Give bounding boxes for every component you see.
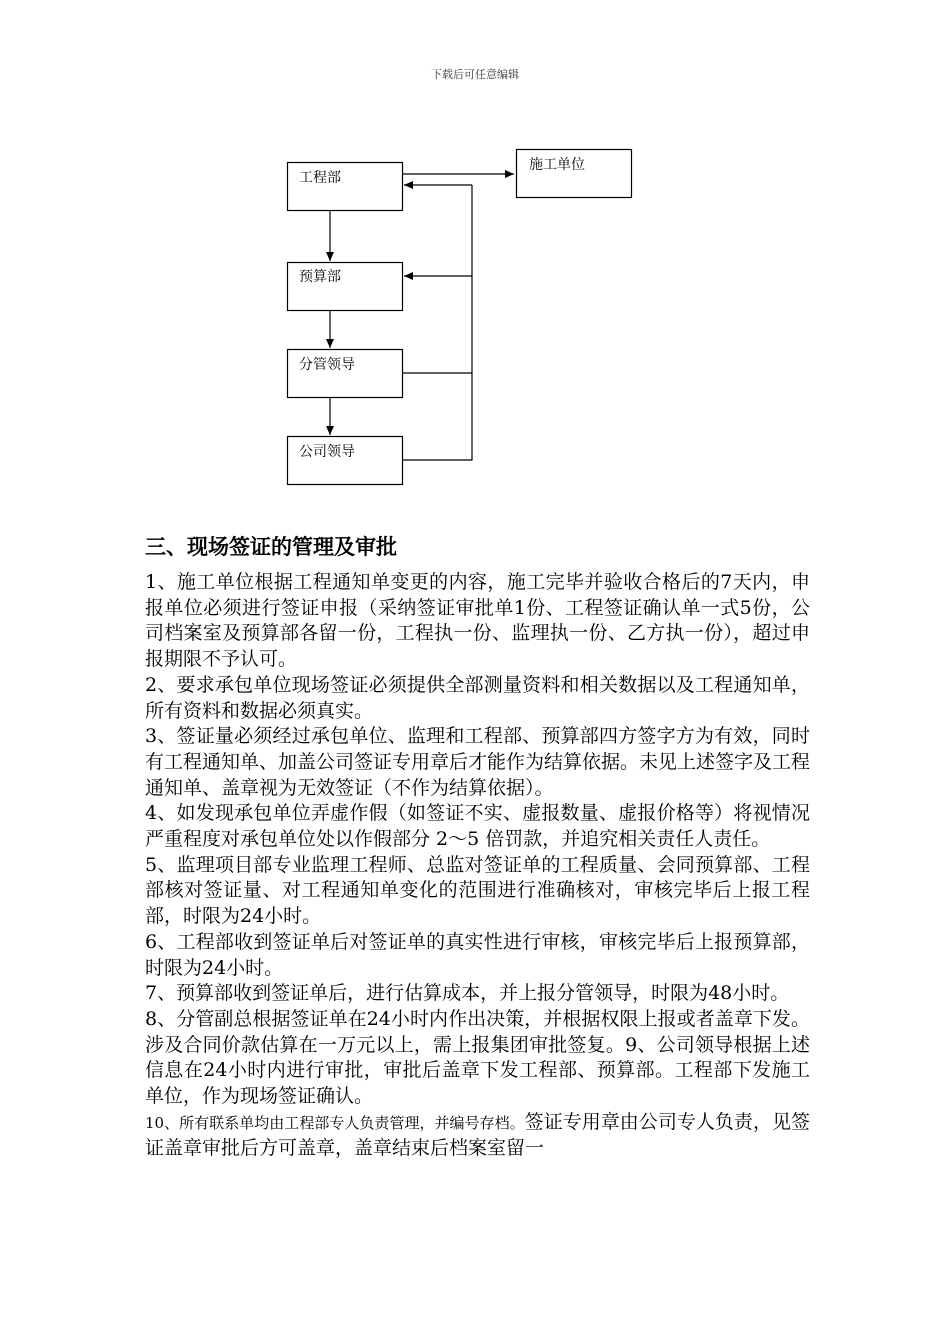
label-company: 公司领导	[299, 444, 355, 460]
paragraph-7: 7、预算部收到签证单后，进行估算成本，并上报分管领导，时限为48小时。	[145, 982, 790, 1005]
page-header: 下载后可任意编辑	[431, 68, 519, 81]
label-engineering: 工程部	[299, 170, 341, 186]
paragraph-4: 4、如发现承包单位弄虚作假（如签证不实、虚报数量、虚报价格等）将视情况严重程度对承包单位处以作假部分 2～5 倍罚款，并追究相关责任人责任。	[145, 802, 810, 851]
paragraph-1: 1、施工单位根据工程通知单变更的内容，施工完毕并验收合格后的7天内，申报单位必须进行签证申报（采纳签证审批单1份、工程签证确认单一式5份，公司档案室及预算部各留一份，工程执一份、监理执一份、乙方执一份），超过申报期限不予认可。	[145, 571, 810, 671]
body-text	[145, 570, 810, 1162]
paragraph-10	[145, 1110, 810, 1162]
label-manager: 分管领导	[299, 357, 355, 373]
label-budget: 预算部	[299, 269, 341, 285]
approval-flowchart	[0, 0, 950, 520]
section-title: 三、现场签证的管理及审批	[145, 534, 397, 559]
paragraph-10-rest: 签证专用章由公司专人负责，见签证盖章审批后方可盖章，盖章结束后档案室留一	[145, 1110, 810, 1160]
paragraph-6: 6、工程部收到签证单后对签证单的真实性进行审核，审核完毕后上报预算部，时限为24小时。	[145, 930, 810, 979]
paragraph-8: 8、分管副总根据签证单在24小时内作出决策，并根据权限上报或者盖章下发。涉及合同价款估算在一万元以上，需上报集团审批签复。9、公司领导根据上述信息在24小时内进行审批，审批后盖章下发工程部、预算部。工程部下发施工单位，作为现场签证确认。	[145, 1007, 810, 1108]
label-contractor: 施工单位	[529, 157, 585, 173]
paragraph-10-prefix: 10、所有联系单均由工程部专人负责管理，并编号存档。	[145, 1113, 525, 1132]
paragraph-2: 2、要求承包单位现场签证必须提供全部测量资料和相关数据以及工程通知单，所有资料和数据必须真实。	[145, 673, 810, 722]
feedback-line	[403, 185, 472, 460]
paragraph-3: 3、签证量必须经过承包单位、监理和工程部、预算部四方签字方为有效，同时有工程通知单、加盖公司签证专用章后才能作为结算依据。未见上述签字及工程通知单、盖章视为无效签证（不作为结算依据）。	[145, 725, 811, 799]
paragraph-5: 5、监理项目部专业监理工程师、总监对签证单的工程质量、会同预算部、工程部核对签证量、对工程通知单变化的范围进行准确核对，审核完毕后上报工程部，时限为24小时。	[145, 853, 810, 928]
